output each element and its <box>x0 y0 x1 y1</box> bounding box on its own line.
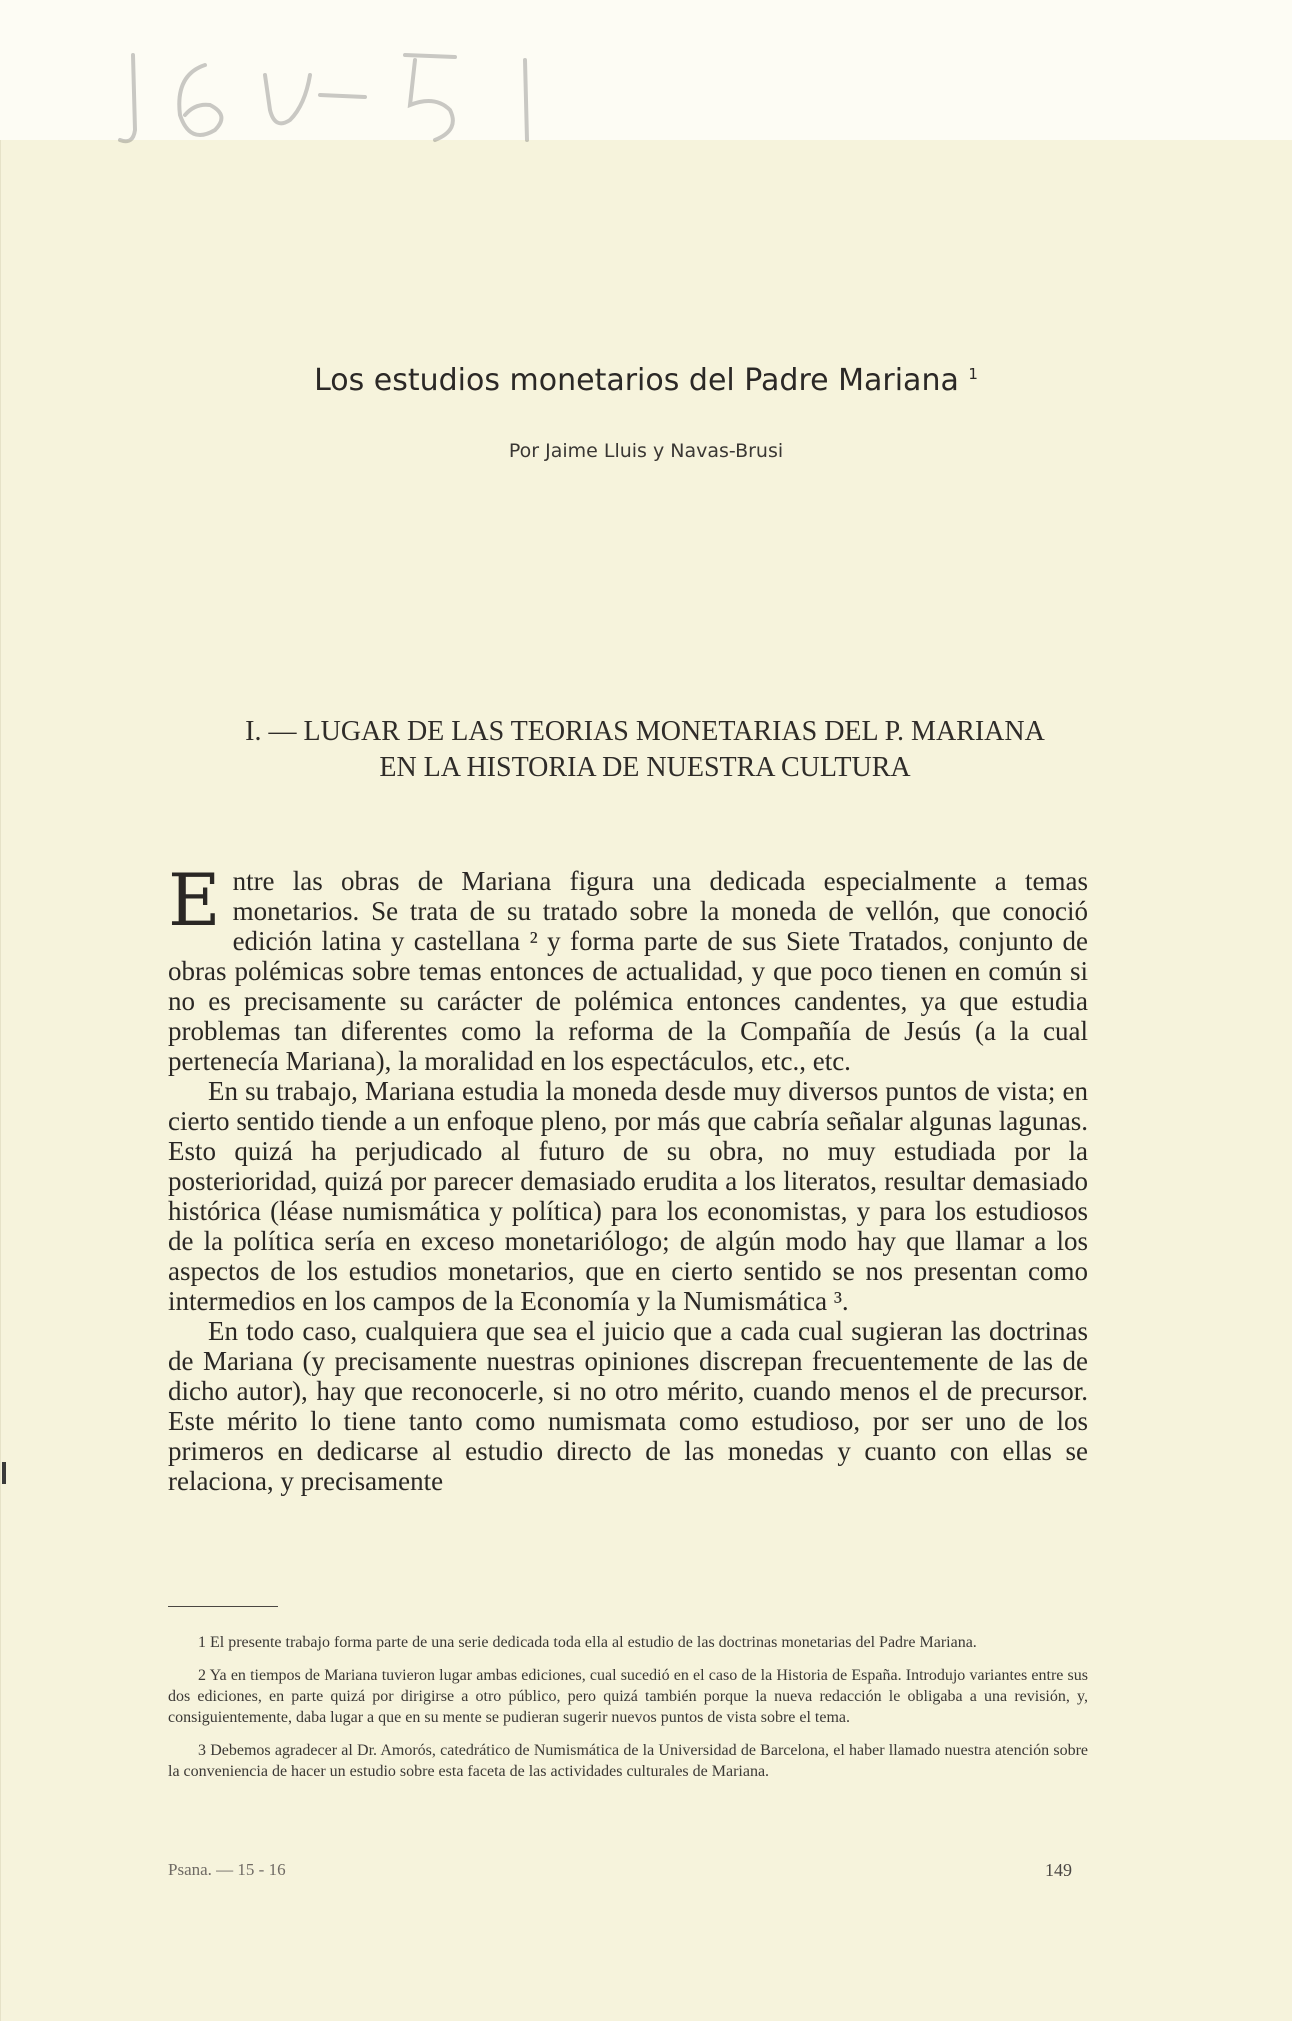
section-heading <box>195 714 1095 786</box>
footnotes <box>168 1632 1088 1794</box>
scan-edge-mark <box>2 1462 6 1484</box>
paragraph-3: En todo caso, cualquiera que sea el juicio que a cada cual sugieran las doctrinas de Mariana (y precisamente nuestras opiniones discrepan frecuentemente de las de dicho autor), hay que reconocerle, si no otro mérito, cuando menos el de precursor. Este mérito lo tiene tanto como numismata como estudioso, por ser uno de los primeros en dedicarse al estudio directo de las monedas y cuanto con ellas se relaciona, y precisamente <box>168 1316 1088 1496</box>
section-heading-line2: EN LA HISTORIA DE NUESTRA CULTURA <box>379 752 911 783</box>
page-number: 149 <box>1045 1860 1072 1880</box>
handwritten-pencil-note <box>115 35 575 155</box>
footnote-2: 2 Ya en tiempos de Mariana tuvieron lugar ambas ediciones, cual sucedió en el caso de la Historia de España. Introdujo variantes entre sus dos ediciones, en parte quizá por dirigirse a otro público, pero quizá también porque la nueva redacción le obligaba a una revisión, y, consiguientemente, daba lugar a que en su mente se pudieran sugerir nuevos puntos de vista sobre el tema. <box>168 1667 1088 1726</box>
body-text <box>168 858 1088 1496</box>
author-line: Por Jaime Lluis y Navas-Brusi <box>508 440 784 462</box>
journal-reference: Psana. — 15 - 16 <box>168 1860 286 1879</box>
section-heading-line1: I. — LUGAR DE LAS TEORIAS MONETARIAS DEL P. MARIANA <box>245 716 1045 747</box>
paragraph-2: En su trabajo, Mariana estudia la moneda desde muy diversos puntos de vista; en cierto sentido tiende a un enfoque pleno, por más que cabría señalar algunas lagunas. Esto quizá ha perjudicado al futuro de su obra, no muy estudiada por la posterioridad, quizá por parecer demasiado erudita a los literatos, resultar demasiado histórica (léase numismática y política) para los economistas, y para los estudiosos de la política sería en exceso monetariólogo; de algún modo hay que llamar a los aspectos de los estudios monetarios, que en cierto sentido se nos presentan como intermedios en los campos de la Economía y la Numismática ³. <box>168 1076 1088 1316</box>
footnote-separator <box>168 1606 278 1607</box>
drop-cap: E <box>168 858 221 942</box>
article-title: Los estudios monetarios del Padre Mariana $^1$ <box>314 363 978 398</box>
paragraph-1: Entre las obras de Mariana figura una dedicada especialmente a temas monetarios. Se trata de su tratado sobre la moneda de vellón, que conoció edición latina y castellana ² y forma parte de sus Siete Tratados, conjunto de obras polémicas sobre temas entonces de actualidad, y que poco tienen en común si no es precisamente su carácter de polémica entonces candentes, ya que estudia problemas tan diferentes como la reforma de la Compañía de Jesús (a la cual pertenecía Mariana), la moralidad en los espectáculos, etc., etc. <box>168 858 1088 1076</box>
footnote-3: 3 Debemos agradecer al Dr. Amorós, catedrático de Numismática de la Universidad de Barcelona, el haber llamado nuestra atención sobre la conveniencia de hacer un estudio sobre esta faceta de las actividades culturales de Mariana. <box>168 1742 1088 1780</box>
title-footnote-marker: 1 <box>968 365 978 383</box>
footnote-1: 1 El presente trabajo forma parte de una serie dedicada toda ella al estudio de las doctrinas monetarias del Padre Mariana. <box>198 1634 977 1651</box>
